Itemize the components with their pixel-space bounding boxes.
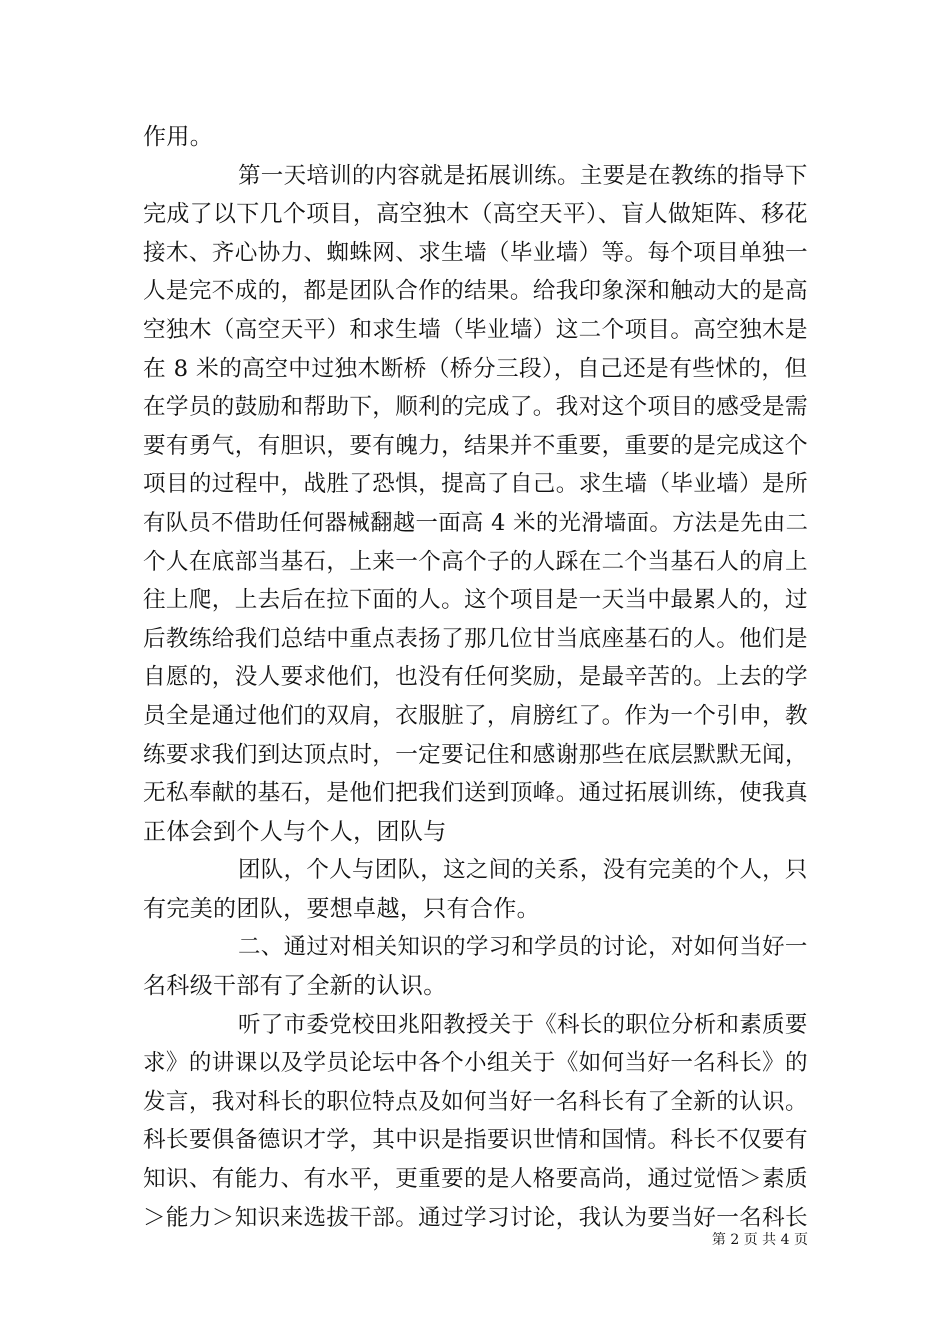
text-line: 作用。 <box>143 124 214 150</box>
text-line: 项目的过程中，战胜了恐惧，提高了自己。求生墙（毕业墙）是所 <box>143 471 808 498</box>
text-line: 无私奉献的基石，是他们把我们送到顶峰。通过拓展训练，使我真 <box>143 780 808 807</box>
text-line: 发言，我对科长的职位特点及如何当好一名科长有了全新的认识。 <box>143 1088 808 1115</box>
text-line: 有完美的团队，要想卓越，只有合作。 <box>143 895 540 922</box>
text-line: 员全是通过他们的双肩，衣服脏了，肩膀红了。作为一个引申，教 <box>143 702 808 729</box>
text-line: 自愿的，没人要求他们，也没有任何奖励，是最辛苦的。上去的学 <box>143 664 808 691</box>
text-line: 接木、齐心协力、蜘蛛网、求生墙（毕业墙）等。每个项目单独一 <box>143 239 808 266</box>
text-line: 完成了以下几个项目，高空独木（高空天平）、盲人做矩阵、移花 <box>143 201 808 228</box>
body-text <box>143 118 808 1237</box>
text-line: 正体会到个人与个人，团队与 <box>143 818 447 845</box>
text-line: 后教练给我们总结中重点表扬了那几位甘当底座基石的人。他们是 <box>143 625 808 652</box>
text-line: ＞能力＞知识来选拔干部。通过学习讨论，我认为要当好一名科长 <box>143 1204 808 1231</box>
text-line: 听了市委党校田兆阳教授关于《科长的职位分析和素质要 <box>238 1011 808 1038</box>
text-line: 有队员不借助任何器械翻越一面高 4 米的光滑墙面。方法是先由二 <box>143 509 809 536</box>
text-line: 空独木（高空天平）和求生墙（毕业墙）这二个项目。高空独木是 <box>143 316 808 343</box>
text-line: 人是完不成的，都是团队合作的结果。给我印象深和触动大的是高 <box>143 278 808 305</box>
text-line: 往上爬，上去后在拉下面的人。这个项目是一天当中最累人的，过 <box>143 587 808 614</box>
text-line: 第一天培训的内容就是拓展训练。主要是在教练的指导下 <box>238 162 808 189</box>
text-line: 名科级干部有了全新的认识。 <box>143 973 447 1000</box>
text-line: 团队，个人与团队，这之间的关系，没有完美的个人，只 <box>238 857 808 884</box>
text-line: 在学员的鼓励和帮助下，顺利的完成了。我对这个项目的感受是需 <box>143 394 808 421</box>
text-line: 科长要俱备德识才学，其中识是指要识世情和国情。科长不仅要有 <box>143 1127 808 1154</box>
text-line: 知识、有能力、有水平，更重要的是人格要高尚，通过觉悟＞素质 <box>143 1166 808 1193</box>
text-line: 要有勇气，有胆识，要有魄力，结果并不重要，重要的是完成这个 <box>143 432 808 459</box>
text-line: 求》的讲课以及学员论坛中各个小组关于《如何当好一名科长》的 <box>143 1050 808 1077</box>
text-line: 二、通过对相关知识的学习和学员的讨论，对如何当好一 <box>238 934 808 961</box>
page-footer: 第 2 页 共 4 页 <box>711 1232 808 1248</box>
text-line: 练要求我们到达顶点时，一定要记住和感谢那些在底层默默无闻， <box>143 741 808 768</box>
text-line: 在 8 米的高空中过独木断桥（桥分三段），自己还是有些怵的，但 <box>143 355 808 382</box>
text-line: 个人在底部当基石，上来一个高个子的人踩在二个当基石人的肩上 <box>143 548 808 575</box>
